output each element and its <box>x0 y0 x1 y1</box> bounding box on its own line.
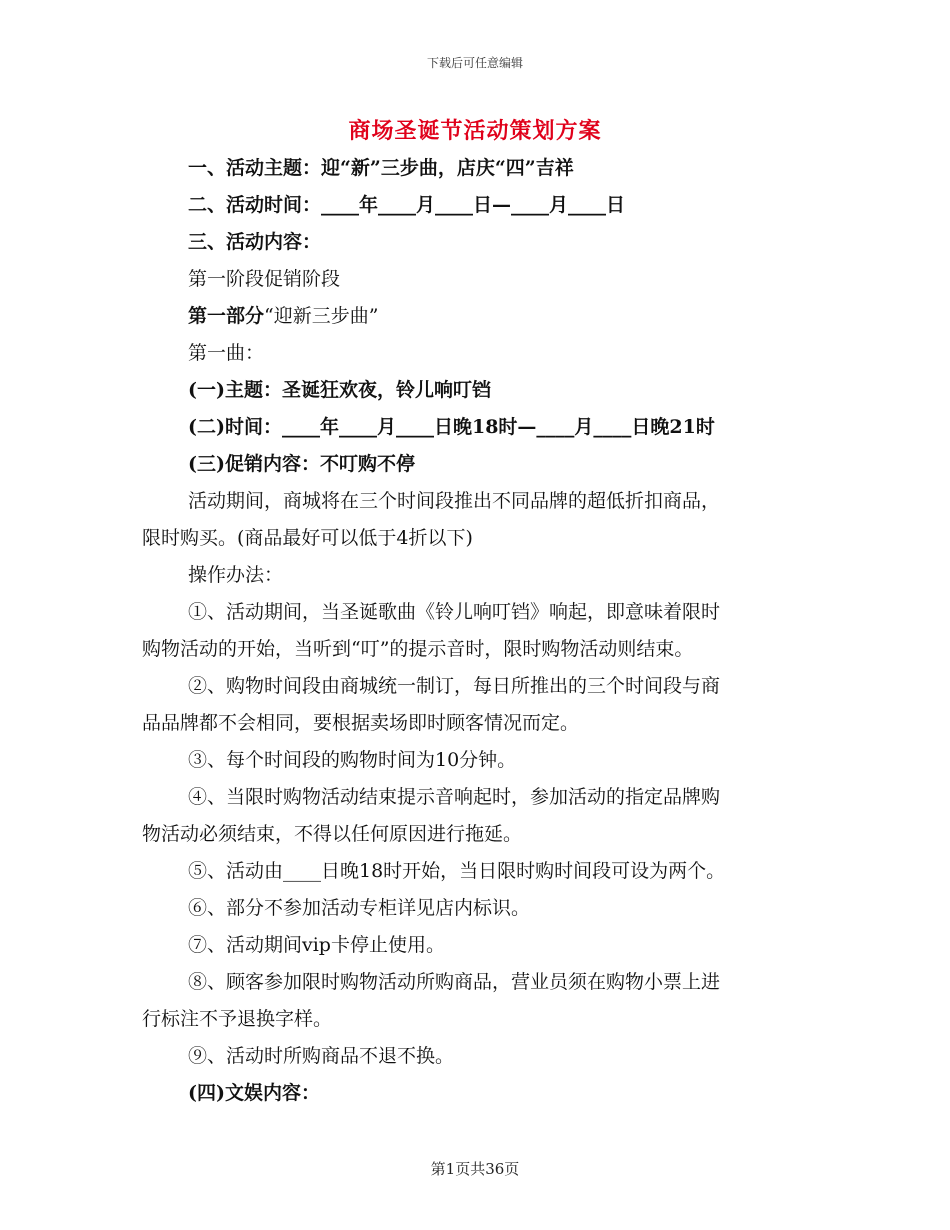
method-label: 操作办法： <box>188 564 284 586</box>
part-name: “迎新三步曲” <box>264 305 379 327</box>
list-item: ⑧、顾客参加限时购物活动所购商品，营业员须在购物小票上进 <box>188 971 721 993</box>
section-theme: 一、活动主题：迎“新”三步曲，店庆“四”吉祥 <box>188 157 574 179</box>
sub-entertainment: (四)文娱内容： <box>188 1082 320 1104</box>
paragraph-line: 限时购买。(商品最好可以低于4折以下) <box>142 527 473 549</box>
list-item: ⑥、部分不参加活动专柜详见店内标识。 <box>188 897 531 919</box>
section-content: 三、活动内容： <box>188 231 322 253</box>
section-time: 二、活动时间：____年____月____日—____月____日 <box>188 194 626 216</box>
list-item: ①、活动期间，当圣诞歌曲《铃儿响叮铛》响起，即意味着限时 <box>188 601 721 623</box>
document-body <box>142 150 802 1112</box>
list-item-continued: 物活动必须结束，不得以任何原因进行拖延。 <box>142 823 523 845</box>
list-item: ③、每个时间段的购物时间为10分钟。 <box>188 749 517 771</box>
list-item: ⑤、活动由____日晚18时开始，当日限时购时间段可设为两个。 <box>188 860 726 882</box>
list-item: ⑨、活动时所购商品不退不换。 <box>188 1045 455 1067</box>
paragraph-line: 活动期间，商城将在三个时间段推出不同品牌的超低折扣商品， <box>188 490 721 512</box>
list-item-continued: 购物活动的开始，当听到“叮”的提示音时，限时购物活动则结束。 <box>142 638 694 660</box>
song-one-label: 第一曲： <box>188 342 265 364</box>
part-title <box>142 298 802 335</box>
document-title: 商场圣诞节活动策划方案 <box>348 118 602 144</box>
list-item-continued: 品品牌都不会相同，要根据卖场即时顾客情况而定。 <box>142 712 580 734</box>
list-item: ④、当限时购物活动结束提示音响起时，参加活动的指定品牌购 <box>188 786 721 808</box>
part-label: 第一部分 <box>188 305 265 327</box>
stage-title: 第一阶段促销阶段 <box>188 268 341 290</box>
list-item: ⑦、活动期间vip卡停止使用。 <box>188 934 445 956</box>
sub-time: (二)时间：____年____月____日晚18时—____月____日晚21时 <box>188 416 715 438</box>
sub-theme: (一)主题：圣诞狂欢夜，铃儿响叮铛 <box>188 379 491 401</box>
list-item-continued: 行标注不予退换字样。 <box>142 1008 333 1030</box>
page-header: 下载后可任意编辑 <box>426 56 523 70</box>
page-footer: 第1页共36页 <box>430 1160 520 1178</box>
sub-promo: (三)促销内容：不叮购不停 <box>188 453 415 475</box>
list-item: ②、购物时间段由商城统一制订，每日所推出的三个时间段与商 <box>188 675 721 697</box>
